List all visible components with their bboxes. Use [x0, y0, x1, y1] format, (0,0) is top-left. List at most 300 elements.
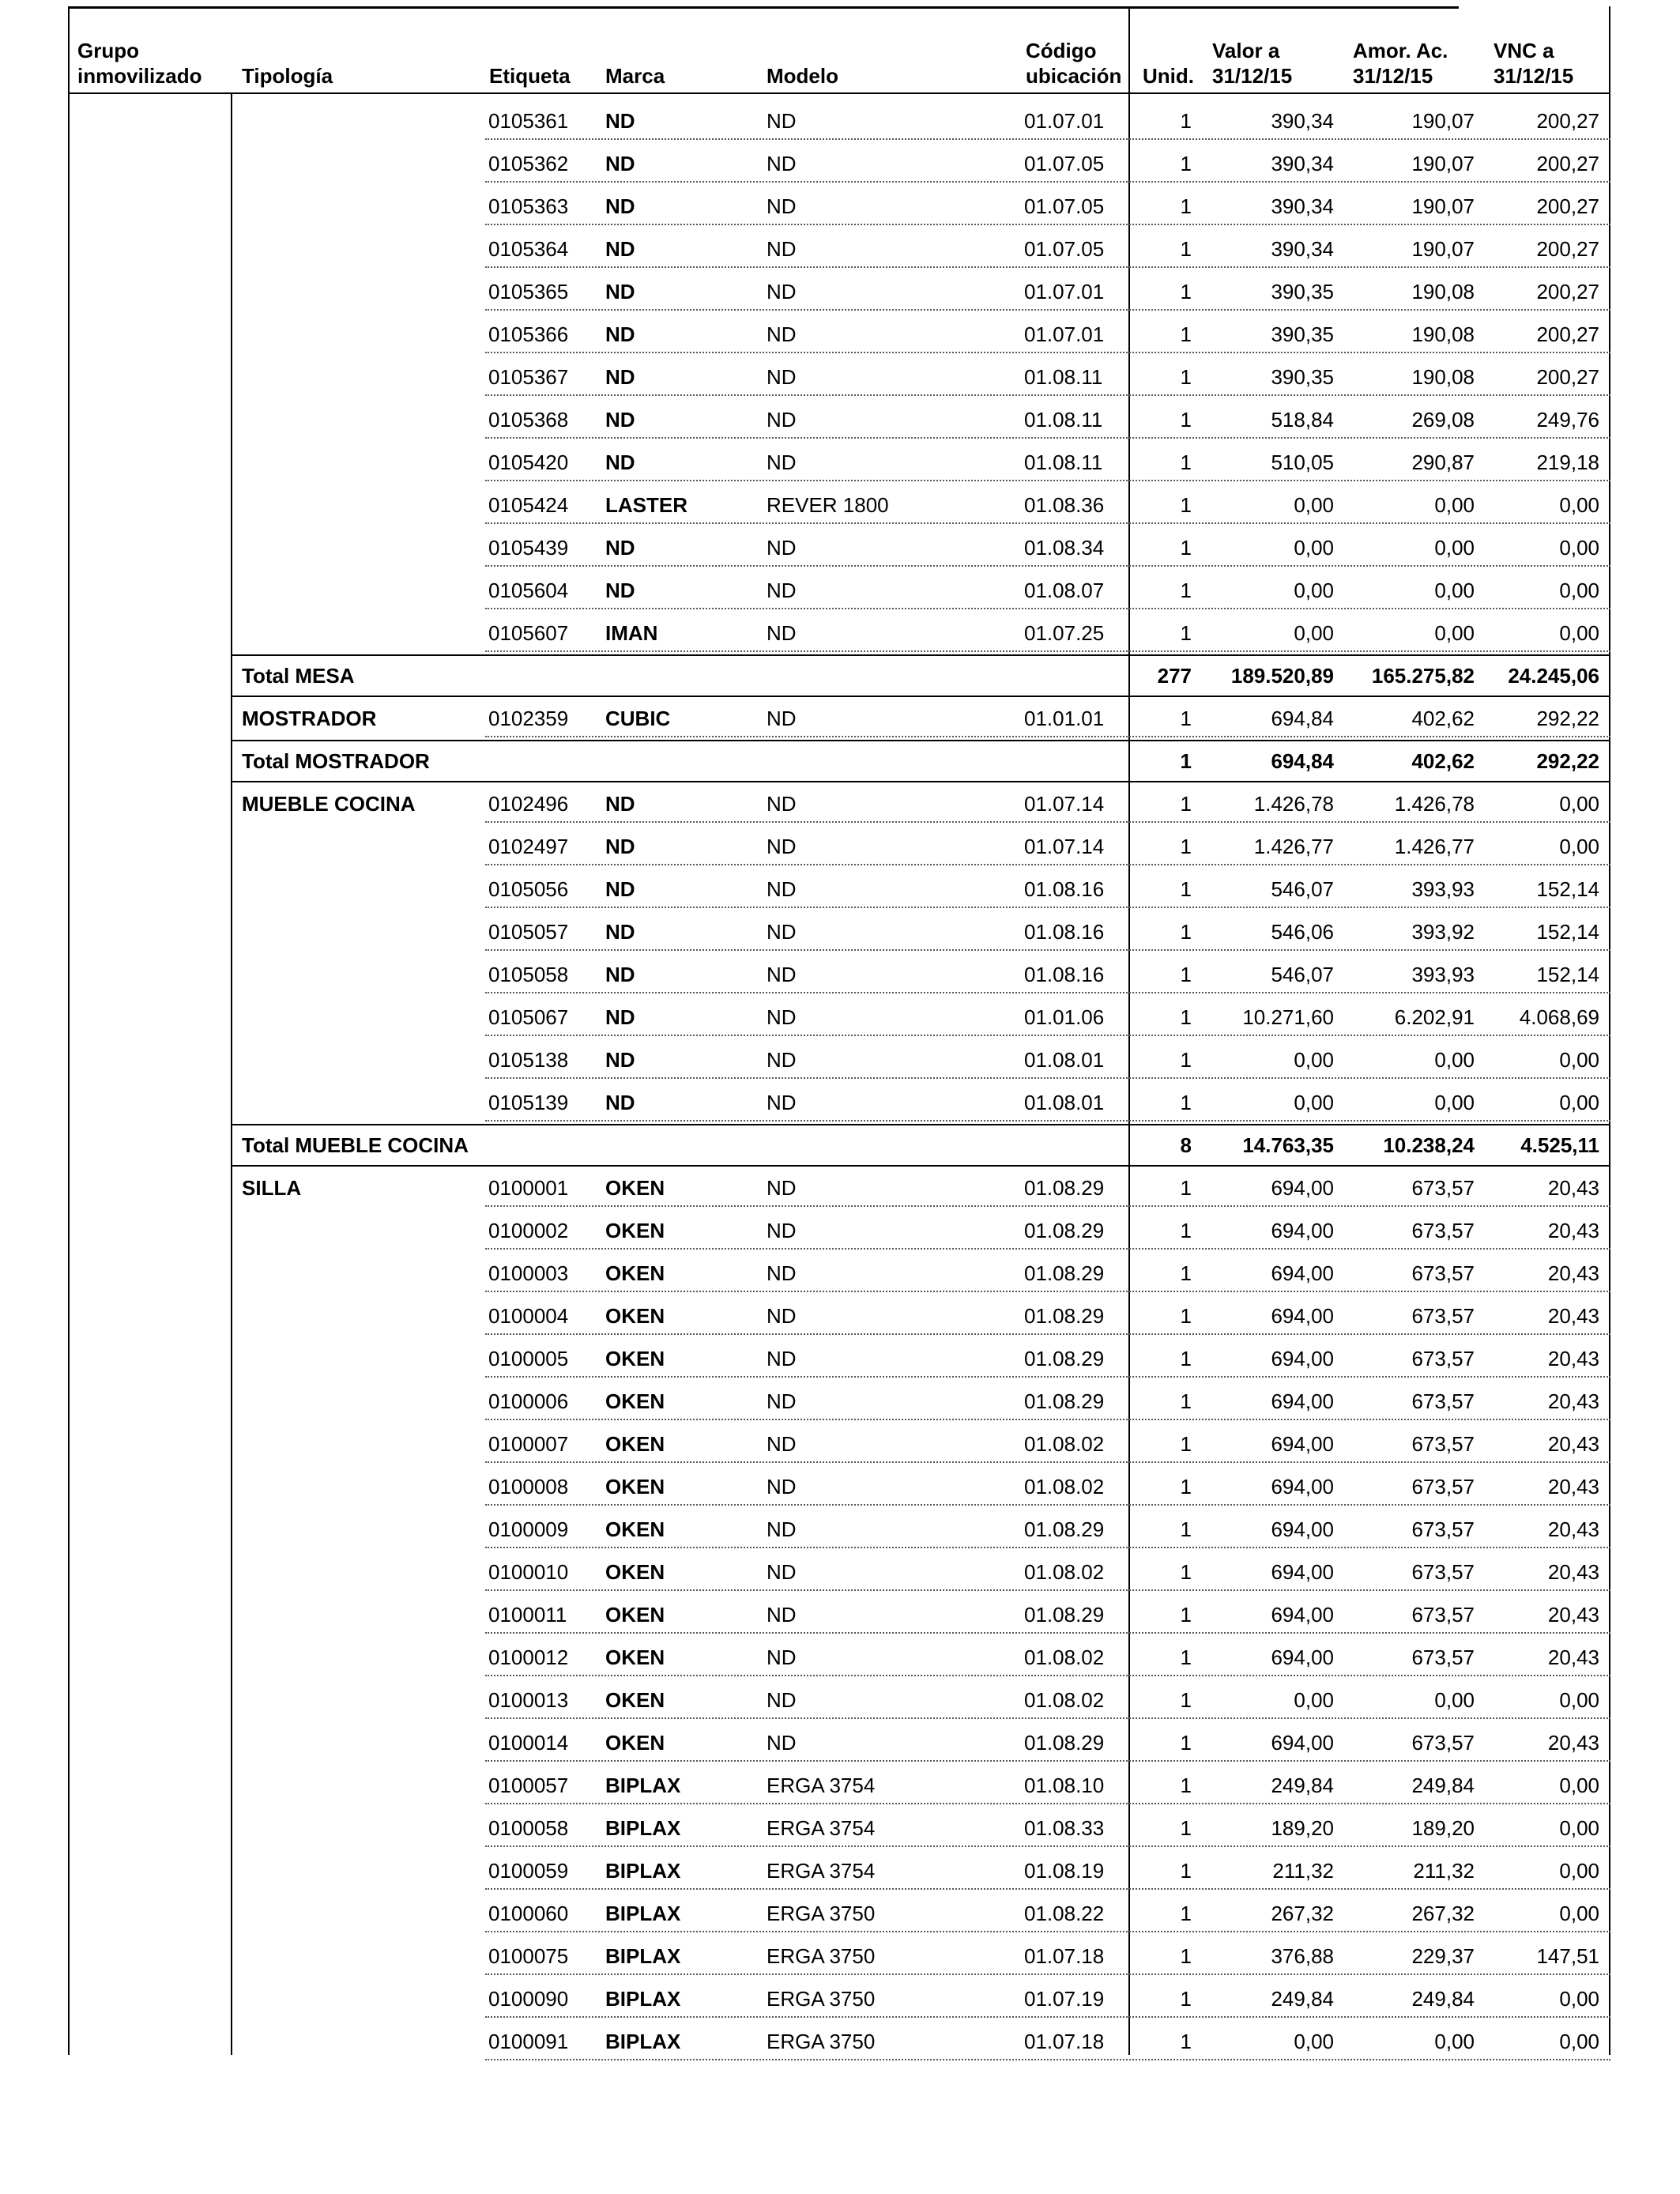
- cell-amor: 190,08: [1411, 365, 1475, 389]
- cell-unid: 1: [1180, 237, 1192, 261]
- cell-vnc: 0,00: [1559, 1048, 1599, 1072]
- cell-marca: CUBIC: [605, 707, 671, 730]
- cell-marca: OKEN: [605, 1389, 665, 1413]
- cell-etiqueta: 0100012: [488, 1646, 569, 1669]
- cell-marca: ND: [605, 194, 635, 218]
- cell-amor: 673,57: [1411, 1219, 1475, 1242]
- cell-unid: 1: [1180, 963, 1192, 986]
- cell-codigo: 01.08.36: [1024, 493, 1105, 517]
- cell-amor: 673,57: [1411, 1261, 1475, 1285]
- total-label: Total MUEBLE COCINA: [242, 1133, 469, 1157]
- cell-unid: 1: [1180, 1475, 1192, 1498]
- cell-vnc: 0,00: [1559, 835, 1599, 858]
- table-row: [68, 1935, 1610, 1977]
- cell-amor: 673,57: [1411, 1304, 1475, 1328]
- cell-amor: 190,07: [1411, 194, 1475, 218]
- row-dotted-rule: [485, 1888, 1610, 1890]
- cell-modelo: ND: [767, 835, 797, 858]
- table-row: [68, 782, 1610, 825]
- cell-etiqueta: 0100057: [488, 1774, 569, 1797]
- cell-amor: 673,57: [1411, 1389, 1475, 1413]
- cell-codigo: 01.08.11: [1024, 408, 1103, 432]
- table-row: [68, 441, 1610, 484]
- cell-etiqueta: 0105067: [488, 1005, 569, 1029]
- cell-unid: 1: [1180, 1646, 1192, 1669]
- header-marca: Marca: [605, 64, 665, 88]
- cell-vnc: 20,43: [1547, 1432, 1599, 1456]
- cell-etiqueta: 0105362: [488, 152, 569, 175]
- cell-etiqueta: 0100090: [488, 1987, 569, 2011]
- cell-vnc: 200,27: [1536, 365, 1599, 389]
- cell-codigo: 01.08.29: [1024, 1304, 1105, 1328]
- cell-etiqueta: 0105361: [488, 109, 569, 133]
- cell-etiqueta: 0102359: [488, 707, 569, 730]
- cell-etiqueta: 0100001: [488, 1176, 569, 1200]
- row-dotted-rule: [485, 437, 1610, 439]
- cell-unid: 1: [1180, 450, 1192, 474]
- row-dotted-rule: [485, 309, 1610, 311]
- cell-vnc: 20,43: [1547, 1560, 1599, 1584]
- cell-codigo: 01.07.05: [1024, 194, 1105, 218]
- cell-vnc: 200,27: [1536, 194, 1599, 218]
- table-row: [68, 1423, 1610, 1465]
- cell-etiqueta: 0100004: [488, 1304, 569, 1328]
- cell-vnc: 20,43: [1547, 1646, 1599, 1669]
- cell-etiqueta: 0100059: [488, 1859, 569, 1883]
- cell-marca: ND: [605, 1048, 635, 1072]
- cell-valor: 694,00: [1271, 1560, 1334, 1584]
- cell-valor: 0,00: [1294, 1091, 1334, 1114]
- cell-etiqueta: 0100005: [488, 1347, 569, 1370]
- cell-modelo: ND: [767, 1517, 797, 1541]
- table-row: [68, 313, 1610, 356]
- cell-amor: 0,00: [1434, 579, 1475, 602]
- cell-amor: 673,57: [1411, 1475, 1475, 1498]
- cell-codigo: 01.08.29: [1024, 1176, 1105, 1200]
- cell-unid: 1: [1180, 1902, 1192, 1925]
- cell-modelo: ERGA 3750: [767, 2030, 876, 2053]
- cell-codigo: 01.08.19: [1024, 1859, 1105, 1883]
- cell-valor: 390,34: [1271, 237, 1334, 261]
- header-etiqueta: Etiqueta: [489, 64, 571, 88]
- row-dotted-rule: [485, 266, 1610, 268]
- row-dotted-rule: [485, 1376, 1610, 1378]
- top-border: [68, 6, 1459, 9]
- cell-modelo: ND: [767, 365, 797, 389]
- cell-etiqueta: 0100058: [488, 1816, 569, 1840]
- table-row: [68, 953, 1610, 996]
- row-dotted-rule: [485, 1248, 1610, 1250]
- cell-amor: 190,08: [1411, 280, 1475, 303]
- table-row: [68, 612, 1610, 654]
- cell-valor: 694,00: [1271, 1304, 1334, 1328]
- total-label: Total MOSTRADOR: [242, 749, 430, 773]
- cell-codigo: 01.08.34: [1024, 536, 1105, 560]
- cell-valor: 546,07: [1271, 963, 1334, 986]
- cell-amor: 673,57: [1411, 1432, 1475, 1456]
- cell-codigo: 01.07.01: [1024, 322, 1105, 346]
- row-dotted-rule: [485, 1077, 1610, 1079]
- cell-modelo: ND: [767, 963, 797, 986]
- row-dotted-rule: [485, 1333, 1610, 1335]
- row-dotted-rule: [485, 181, 1610, 183]
- cell-valor: 249,84: [1271, 1774, 1334, 1797]
- cell-modelo: ND: [767, 877, 797, 901]
- cell-marca: ND: [605, 536, 635, 560]
- cell-codigo: 01.07.18: [1024, 1944, 1105, 1968]
- cell-codigo: 01.08.01: [1024, 1048, 1105, 1072]
- cell-amor: 165.275,82: [1371, 664, 1475, 688]
- cell-vnc: 152,14: [1536, 920, 1599, 944]
- cell-modelo: ND: [767, 920, 797, 944]
- cell-etiqueta: 0105368: [488, 408, 569, 432]
- cell-codigo: 01.08.07: [1024, 579, 1105, 602]
- total-label: Total MESA: [242, 664, 355, 688]
- cell-vnc: 0,00: [1559, 1774, 1599, 1797]
- cell-marca: BIPLAX: [605, 1902, 681, 1925]
- cell-modelo: ND: [767, 1560, 797, 1584]
- cell-vnc: 0,00: [1559, 1091, 1599, 1114]
- row-dotted-rule: [485, 949, 1610, 951]
- total-row: [68, 654, 1610, 697]
- cell-codigo: 01.08.02: [1024, 1475, 1105, 1498]
- cell-amor: 1.426,77: [1394, 835, 1475, 858]
- cell-codigo: 01.08.29: [1024, 1517, 1105, 1541]
- table-row: [68, 910, 1610, 953]
- cell-vnc: 20,43: [1547, 1517, 1599, 1541]
- cell-etiqueta: 0105056: [488, 877, 569, 901]
- cell-marca: BIPLAX: [605, 2030, 681, 2053]
- cell-etiqueta: 0105420: [488, 450, 569, 474]
- cell-codigo: 01.08.11: [1024, 450, 1103, 474]
- cell-codigo: 01.08.02: [1024, 1560, 1105, 1584]
- cell-codigo: 01.08.29: [1024, 1219, 1105, 1242]
- table-row: [68, 1465, 1610, 1508]
- cell-modelo: ND: [767, 1603, 797, 1627]
- cell-etiqueta: 0100009: [488, 1517, 569, 1541]
- cell-etiqueta: 0100007: [488, 1432, 569, 1456]
- cell-valor: 390,35: [1271, 365, 1334, 389]
- cell-amor: 0,00: [1434, 1048, 1475, 1072]
- cell-valor: 694,84: [1271, 749, 1334, 773]
- cell-valor: 694,00: [1271, 1219, 1334, 1242]
- cell-marca: OKEN: [605, 1432, 665, 1456]
- row-dotted-rule: [485, 821, 1610, 823]
- cell-vnc: 20,43: [1547, 1389, 1599, 1413]
- table-row: [68, 1721, 1610, 1764]
- cell-marca: BIPLAX: [605, 1816, 681, 1840]
- cell-marca: OKEN: [605, 1603, 665, 1627]
- cell-etiqueta: 0105364: [488, 237, 569, 261]
- cell-marca: OKEN: [605, 1176, 665, 1200]
- table-row: [68, 1167, 1610, 1209]
- cell-marca: BIPLAX: [605, 1859, 681, 1883]
- cell-vnc: 20,43: [1547, 1347, 1599, 1370]
- table-row: [68, 1636, 1610, 1679]
- table-row: [68, 1551, 1610, 1593]
- total-top-rule: [231, 740, 1610, 741]
- cell-valor: 249,84: [1271, 1987, 1334, 2011]
- cell-valor: 14.763,35: [1242, 1133, 1334, 1157]
- cell-modelo: ND: [767, 1432, 797, 1456]
- cell-codigo: 01.08.10: [1024, 1774, 1105, 1797]
- table-row: [68, 1337, 1610, 1380]
- row-dotted-rule: [485, 565, 1610, 567]
- row-dotted-rule: [485, 1504, 1610, 1506]
- table-row: [68, 1081, 1610, 1124]
- cell-valor: 694,00: [1271, 1176, 1334, 1200]
- cell-vnc: 0,00: [1559, 579, 1599, 602]
- cell-vnc: 200,27: [1536, 280, 1599, 303]
- cell-unid: 1: [1180, 408, 1192, 432]
- cell-amor: 673,57: [1411, 1347, 1475, 1370]
- row-dotted-rule: [485, 992, 1610, 993]
- table-row: [68, 356, 1610, 398]
- cell-codigo: 01.08.01: [1024, 1091, 1105, 1114]
- cell-codigo: 01.07.05: [1024, 152, 1105, 175]
- cell-amor: 189,20: [1411, 1816, 1475, 1840]
- cell-amor: 0,00: [1434, 536, 1475, 560]
- cell-unid: 1: [1180, 1261, 1192, 1285]
- cell-codigo: 01.08.29: [1024, 1731, 1105, 1755]
- row-dotted-rule: [485, 1717, 1610, 1719]
- table-row: [68, 569, 1610, 612]
- cell-valor: 510,05: [1271, 450, 1334, 474]
- cell-amor: 267,32: [1411, 1902, 1475, 1925]
- cell-etiqueta: 0100075: [488, 1944, 569, 1968]
- cell-unid: 1: [1180, 1944, 1192, 1968]
- cell-valor: 0,00: [1294, 2030, 1334, 2053]
- cell-modelo: ND: [767, 1176, 797, 1200]
- table-row: [68, 1849, 1610, 1892]
- cell-marca: ND: [605, 1005, 635, 1029]
- cell-codigo: 01.08.02: [1024, 1688, 1105, 1712]
- row-dotted-rule: [485, 1803, 1610, 1804]
- cell-amor: 673,57: [1411, 1517, 1475, 1541]
- cell-etiqueta: 0105058: [488, 963, 569, 986]
- cell-amor: 190,08: [1411, 322, 1475, 346]
- cell-marca: ND: [605, 920, 635, 944]
- cell-tipologia: MOSTRADOR: [242, 707, 377, 730]
- cell-unid: 1: [1180, 1987, 1192, 2011]
- cell-modelo: ND: [767, 322, 797, 346]
- table-row: [68, 868, 1610, 910]
- cell-unid: 8: [1180, 1133, 1192, 1157]
- cell-codigo: 01.07.25: [1024, 621, 1105, 645]
- cell-modelo: ND: [767, 579, 797, 602]
- cell-marca: ND: [605, 408, 635, 432]
- cell-unid: 1: [1180, 1304, 1192, 1328]
- row-dotted-rule: [485, 1931, 1610, 1932]
- cell-modelo: ND: [767, 450, 797, 474]
- cell-valor: 694,00: [1271, 1517, 1334, 1541]
- cell-amor: 190,07: [1411, 237, 1475, 261]
- cell-unid: 1: [1180, 2030, 1192, 2053]
- cell-amor: 290,87: [1411, 450, 1475, 474]
- cell-marca: OKEN: [605, 1219, 665, 1242]
- row-dotted-rule: [485, 907, 1610, 908]
- cell-amor: 190,07: [1411, 152, 1475, 175]
- cell-vnc: 20,43: [1547, 1261, 1599, 1285]
- cell-marca: OKEN: [605, 1304, 665, 1328]
- cell-unid: 1: [1180, 1219, 1192, 1242]
- cell-modelo: ND: [767, 536, 797, 560]
- cell-modelo: ND: [767, 792, 797, 816]
- total-row: [68, 1124, 1610, 1167]
- cell-vnc: 0,00: [1559, 1859, 1599, 1883]
- cell-amor: 10.238,24: [1383, 1133, 1475, 1157]
- cell-unid: 1: [1180, 707, 1192, 730]
- cell-unid: 1: [1180, 152, 1192, 175]
- cell-codigo: 01.08.22: [1024, 1902, 1105, 1925]
- cell-unid: 1: [1180, 1176, 1192, 1200]
- table-row: [68, 825, 1610, 868]
- cell-unid: 1: [1180, 194, 1192, 218]
- cell-unid: 1: [1180, 1774, 1192, 1797]
- cell-valor: 1.426,77: [1253, 835, 1334, 858]
- cell-modelo: ND: [767, 152, 797, 175]
- cell-marca: BIPLAX: [605, 1944, 681, 1968]
- cell-codigo: 01.07.01: [1024, 280, 1105, 303]
- cell-marca: ND: [605, 835, 635, 858]
- cell-codigo: 01.08.29: [1024, 1261, 1105, 1285]
- cell-unid: 1: [1180, 1560, 1192, 1584]
- cell-marca: ND: [605, 877, 635, 901]
- cell-valor: 0,00: [1294, 579, 1334, 602]
- table-row: [68, 1209, 1610, 1252]
- row-dotted-rule: [485, 1675, 1610, 1676]
- cell-vnc: 4.525,11: [1520, 1133, 1599, 1157]
- cell-unid: 1: [1180, 536, 1192, 560]
- cell-marca: ND: [605, 152, 635, 175]
- cell-valor: 267,32: [1271, 1902, 1334, 1925]
- cell-amor: 393,93: [1411, 877, 1475, 901]
- row-dotted-rule: [485, 1205, 1610, 1207]
- header-bottom-border: [68, 92, 1610, 94]
- table-row: [68, 398, 1610, 441]
- cell-vnc: 292,22: [1536, 707, 1599, 730]
- cell-vnc: 0,00: [1559, 792, 1599, 816]
- cell-marca: OKEN: [605, 1688, 665, 1712]
- cell-codigo: 01.07.19: [1024, 1987, 1105, 2011]
- table-row: [68, 185, 1610, 228]
- cell-valor: 211,32: [1272, 1859, 1334, 1883]
- table-row: [68, 2020, 1610, 2063]
- cell-codigo: 01.01.01: [1024, 707, 1105, 730]
- cell-unid: 1: [1180, 1091, 1192, 1114]
- header-vnc: VNC a 31/12/15: [1494, 39, 1574, 88]
- cell-modelo: ND: [767, 1688, 797, 1712]
- row-dotted-rule: [485, 1120, 1610, 1122]
- cell-unid: 277: [1157, 664, 1192, 688]
- cell-marca: ND: [605, 1091, 635, 1114]
- cell-codigo: 01.07.14: [1024, 835, 1105, 858]
- cell-amor: 269,08: [1411, 408, 1475, 432]
- cell-codigo: 01.08.29: [1024, 1347, 1105, 1370]
- cell-modelo: ND: [767, 1261, 797, 1285]
- cell-vnc: 24.245,06: [1508, 664, 1599, 688]
- cell-valor: 189.520,89: [1230, 664, 1334, 688]
- cell-codigo: 01.08.02: [1024, 1646, 1105, 1669]
- cell-valor: 0,00: [1294, 621, 1334, 645]
- cell-valor: 694,00: [1271, 1261, 1334, 1285]
- cell-unid: 1: [1180, 1816, 1192, 1840]
- row-dotted-rule: [485, 1760, 1610, 1762]
- cell-valor: 694,00: [1271, 1603, 1334, 1627]
- cell-etiqueta: 0100013: [488, 1688, 569, 1712]
- cell-codigo: 01.07.14: [1024, 792, 1105, 816]
- cell-marca: ND: [605, 365, 635, 389]
- total-top-rule: [231, 654, 1610, 656]
- cell-unid: 1: [1180, 1005, 1192, 1029]
- cell-valor: 390,35: [1271, 280, 1334, 303]
- cell-modelo: ERGA 3754: [767, 1816, 876, 1840]
- cell-marca: ND: [605, 450, 635, 474]
- cell-amor: 190,07: [1411, 109, 1475, 133]
- cell-amor: 0,00: [1434, 621, 1475, 645]
- table-row: [68, 996, 1610, 1039]
- cell-valor: 546,06: [1271, 920, 1334, 944]
- cell-vnc: 20,43: [1547, 1731, 1599, 1755]
- cell-amor: 393,92: [1411, 920, 1475, 944]
- cell-valor: 546,07: [1271, 877, 1334, 901]
- table-row: [68, 697, 1610, 740]
- table-row: [68, 1807, 1610, 1849]
- cell-etiqueta: 0105365: [488, 280, 569, 303]
- table-row: [68, 1508, 1610, 1551]
- cell-modelo: ND: [767, 1475, 797, 1498]
- cell-amor: 402,62: [1411, 707, 1475, 730]
- cell-vnc: 20,43: [1547, 1219, 1599, 1242]
- cell-unid: 1: [1180, 1688, 1192, 1712]
- row-dotted-rule: [485, 1291, 1610, 1292]
- asset-table: [68, 0, 1610, 2055]
- cell-etiqueta: 0100008: [488, 1475, 569, 1498]
- cell-unid: 1: [1180, 1859, 1192, 1883]
- row-dotted-rule: [485, 1547, 1610, 1548]
- row-dotted-rule: [485, 864, 1610, 865]
- cell-etiqueta: 0105139: [488, 1091, 569, 1114]
- cell-unid: 1: [1180, 1389, 1192, 1413]
- table-row: [68, 1039, 1610, 1081]
- table-row: [68, 100, 1610, 142]
- header-codigo: Código ubicación: [1026, 39, 1122, 88]
- cell-vnc: 20,43: [1547, 1304, 1599, 1328]
- cell-etiqueta: 0102497: [488, 835, 569, 858]
- cell-unid: 1: [1180, 365, 1192, 389]
- cell-etiqueta: 0105367: [488, 365, 569, 389]
- row-dotted-rule: [485, 2016, 1610, 2018]
- cell-etiqueta: 0105366: [488, 322, 569, 346]
- cell-vnc: 20,43: [1547, 1475, 1599, 1498]
- cell-valor: 694,00: [1271, 1389, 1334, 1413]
- table-row: [68, 1764, 1610, 1807]
- cell-valor: 518,84: [1271, 408, 1334, 432]
- cell-etiqueta: 0105439: [488, 536, 569, 560]
- cell-valor: 390,34: [1271, 109, 1334, 133]
- cell-amor: 1.426,78: [1394, 792, 1475, 816]
- cell-marca: OKEN: [605, 1475, 665, 1498]
- cell-modelo: ND: [767, 194, 797, 218]
- cell-vnc: 0,00: [1559, 1688, 1599, 1712]
- header-grupo: Grupo inmovilizado: [77, 39, 202, 88]
- row-dotted-rule: [485, 224, 1610, 225]
- row-dotted-rule: [485, 1461, 1610, 1463]
- cell-codigo: 01.08.29: [1024, 1603, 1105, 1627]
- header-valor: Valor a 31/12/15: [1212, 39, 1293, 88]
- row-dotted-rule: [485, 1632, 1610, 1634]
- row-dotted-rule: [485, 1973, 1610, 1975]
